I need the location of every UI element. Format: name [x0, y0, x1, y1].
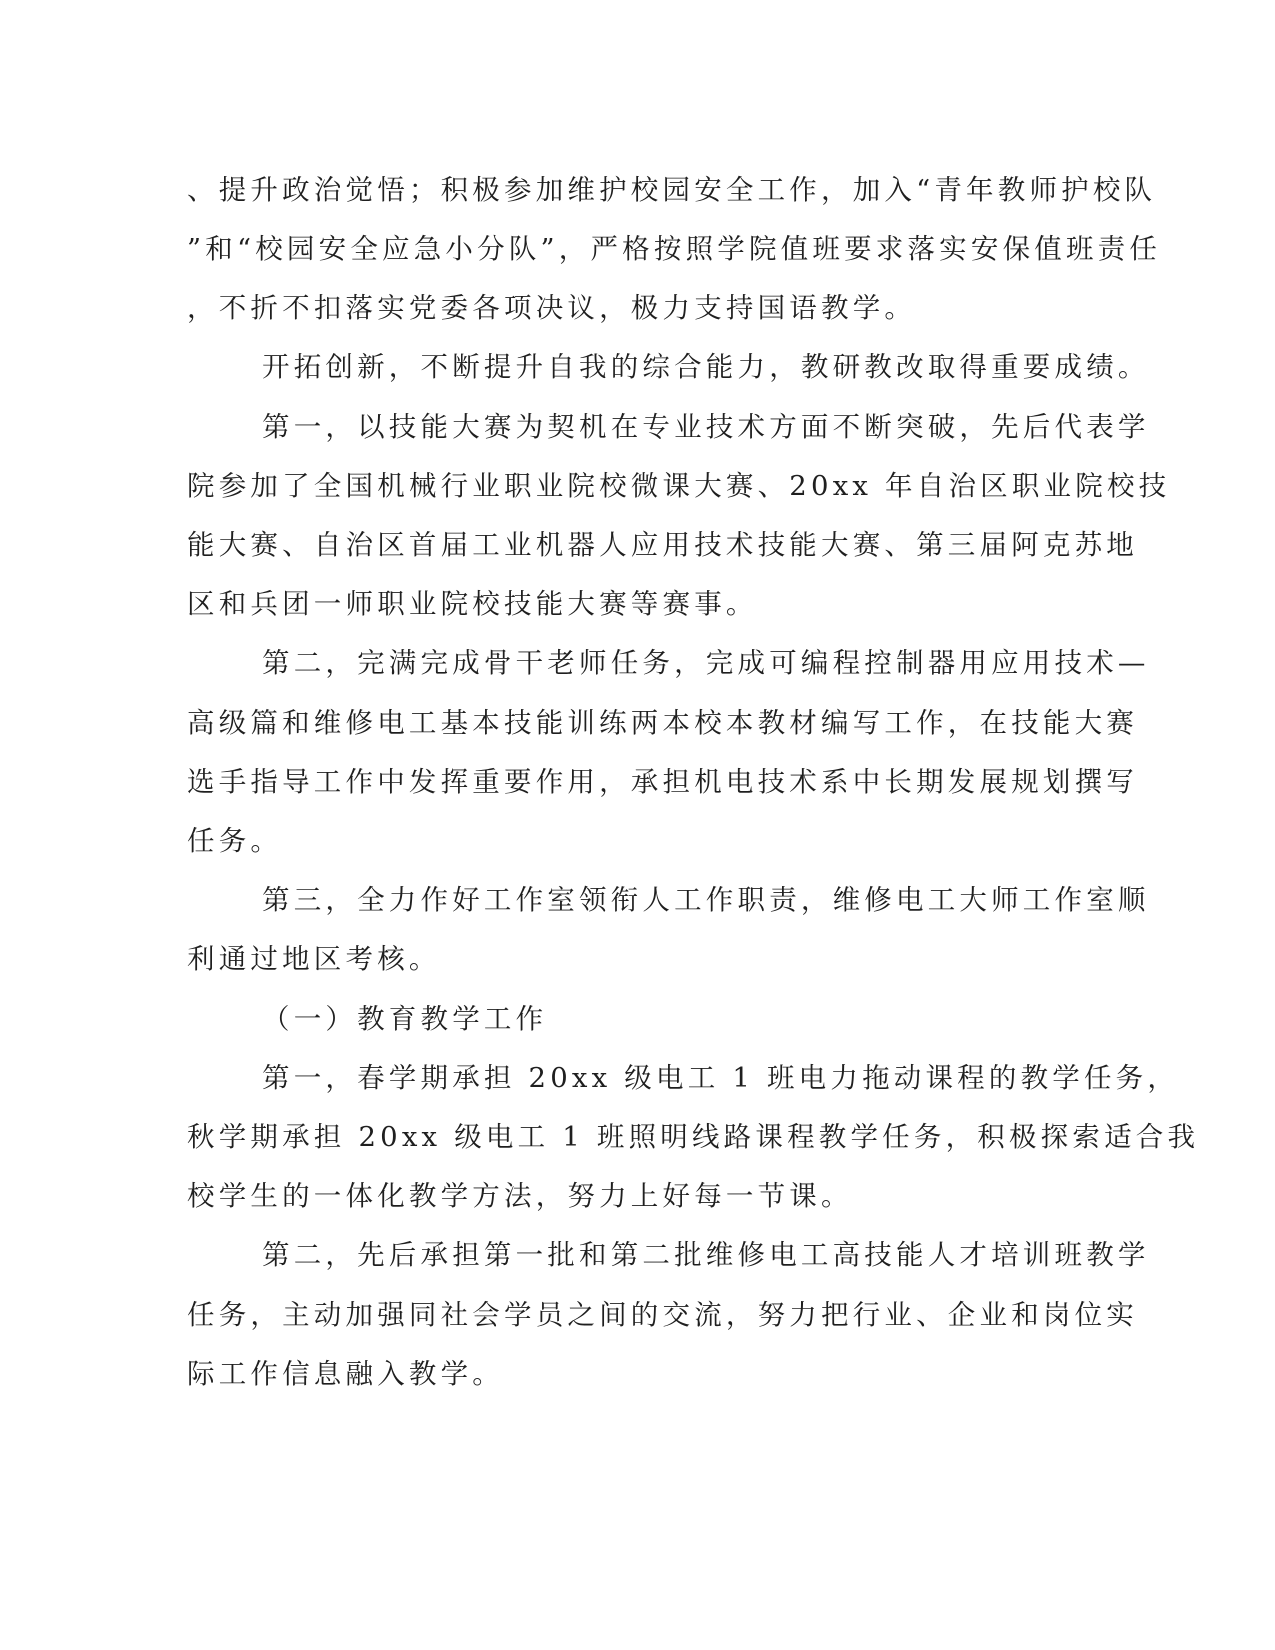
text-line: 院参加了全国机械行业职业院校微课大赛、20xx 年自治区职业院校技 [187, 470, 1171, 502]
text-line: 选手指导工作中发挥重要作用，承担机电技术系中长期发展规划撰写 [187, 766, 1138, 798]
text-line: 能大赛、自治区首届工业机器人应用技术技能大赛、第三届阿克苏地 [187, 529, 1138, 561]
text-line: 高级篇和维修电工基本技能训练两本校本教材编写工作，在技能大赛 [187, 707, 1138, 739]
text-line: 任务。 [187, 825, 283, 857]
text-line: 第一，以技能大赛为契机在专业技术方面不断突破，先后代表学 [262, 411, 1150, 443]
text-line: 第二，完满完成骨干老师任务，完成可编程控制器用应用技术— [262, 647, 1150, 679]
text-line: 区和兵团一师职业院校技能大赛等赛事。 [187, 588, 758, 620]
text-line: 校学生的一体化教学方法，努力上好每一节课。 [187, 1180, 853, 1212]
text-line: 第二，先后承担第一批和第二批维修电工高技能人才培训班教学 [262, 1239, 1150, 1271]
text-line: ”和“校园安全应急小分队”，严格按照学院值班要求落实安保值班责任 [187, 233, 1162, 265]
text-line: 际工作信息融入教学。 [187, 1358, 504, 1390]
text-line: 第一，春学期承担 20xx 级电工 1 班电力拖动课程的教学任务， [262, 1062, 1180, 1094]
text-line: 秋学期承担 20xx 级电工 1 班照明线路课程教学任务，积极探索适合我 [187, 1121, 1200, 1153]
text-line: 第三，全力作好工作室领衔人工作职责，维修电工大师工作室顺 [262, 884, 1150, 916]
section-heading: （一）教育教学工作 [262, 1003, 548, 1035]
text-line: 、提升政治觉悟；积极参加维护校园安全工作，加入“青年教师护校队 [187, 174, 1157, 206]
paragraph-heading: 开拓创新，不断提升自我的综合能力，教研教改取得重要成绩。 [262, 351, 1150, 383]
text-line: 任务，主动加强同社会学员之间的交流，努力把行业、企业和岗位实 [187, 1299, 1138, 1331]
text-line: 利通过地区考核。 [187, 943, 441, 975]
text-line: ，不折不扣落实党委各项决议，极力支持国语教学。 [187, 292, 917, 324]
